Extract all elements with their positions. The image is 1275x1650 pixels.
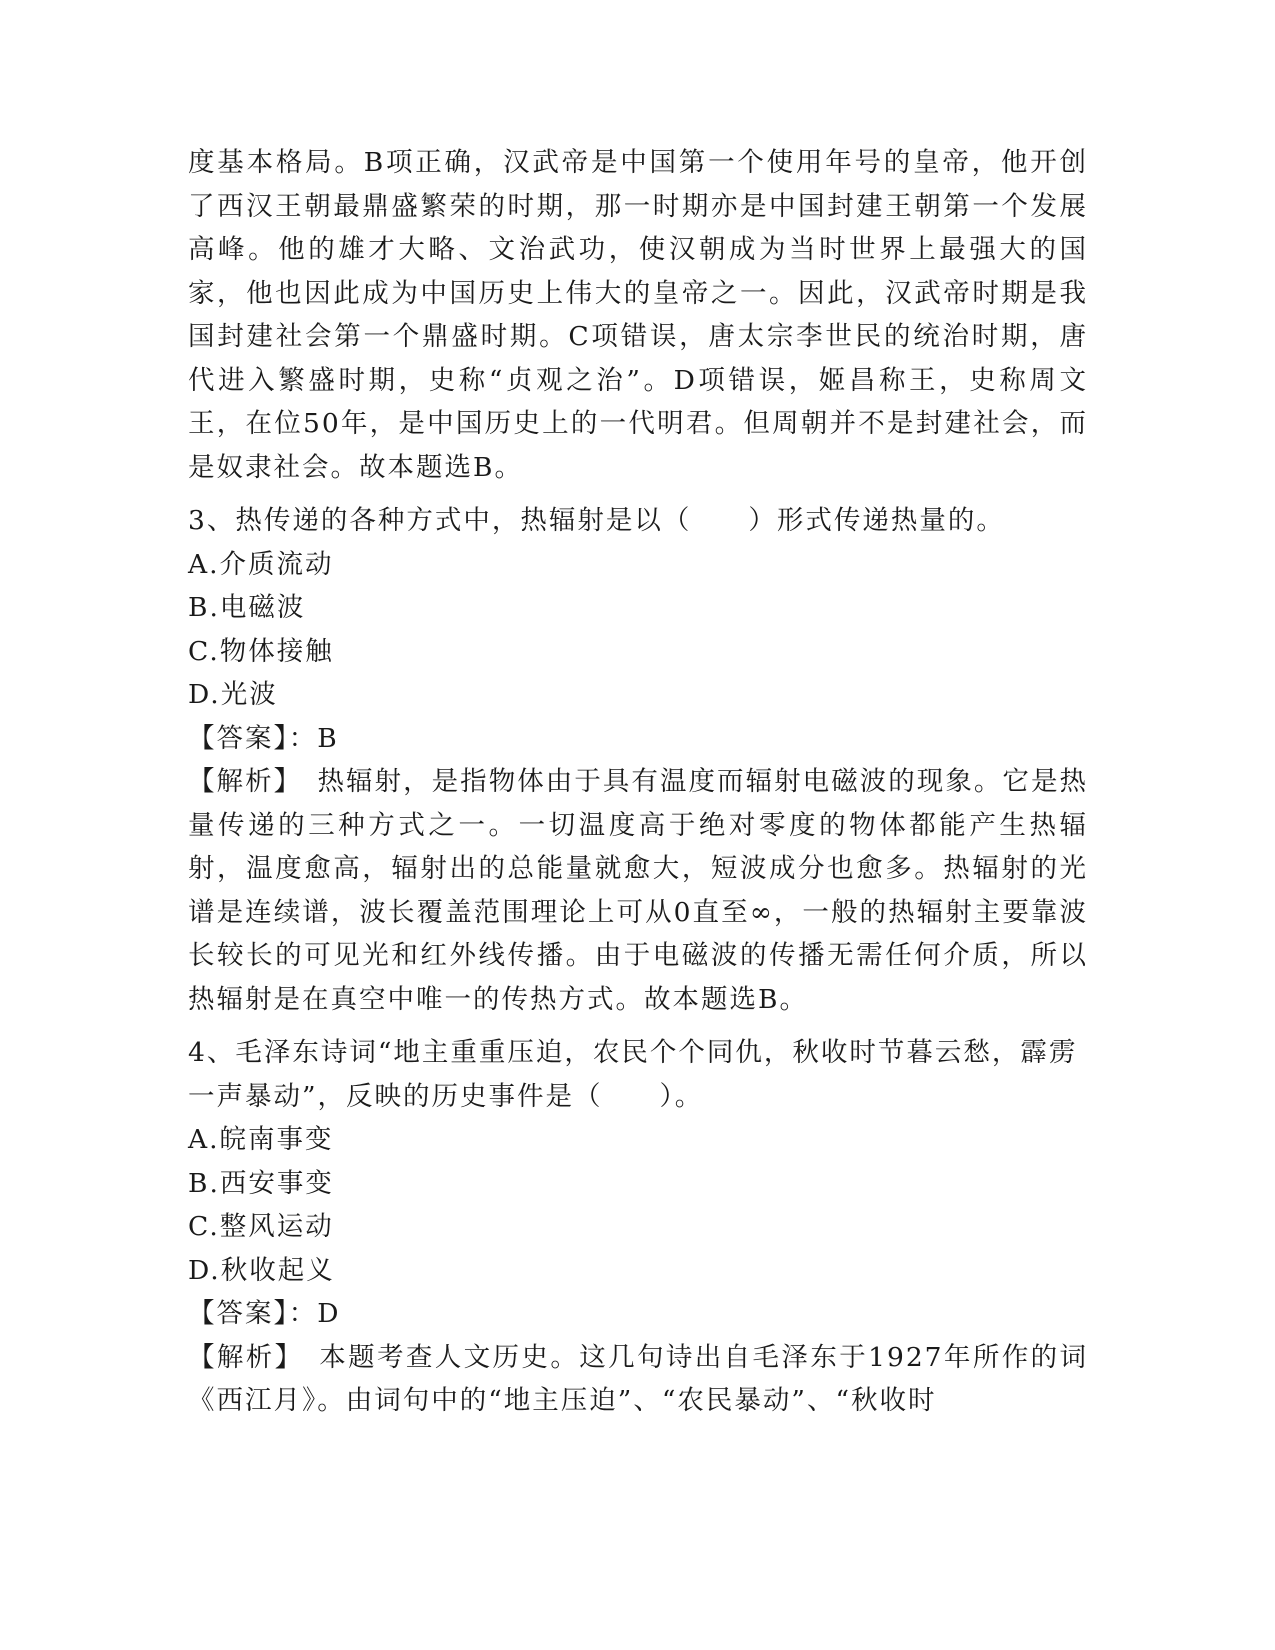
option-a: A.介质流动 xyxy=(188,548,334,580)
option-b: B.西安事变 xyxy=(188,1167,334,1199)
analysis-label: 【解析】 xyxy=(188,766,289,797)
analysis-label: 【解析】 xyxy=(188,1341,291,1373)
analysis-paragraph xyxy=(188,760,1088,1021)
option-a: A.皖南事变 xyxy=(188,1124,334,1155)
option-d: D.光波 xyxy=(188,679,278,710)
analysis-paragraph xyxy=(188,1336,1088,1423)
answer-line: 【答案】：D xyxy=(188,1298,341,1329)
question-stem: 4、毛泽东诗词“地主重重压迫，农民个个同仇，秋收时节暮云愁，霹雳一声暴动”，反映的历史事件是（ ）。 xyxy=(188,1037,1078,1112)
option-c: C.整风运动 xyxy=(188,1211,334,1242)
question-4 xyxy=(188,1031,1088,1423)
page-content xyxy=(188,141,1088,1423)
analysis-text: 本题考查人文历史。这几句诗出自毛泽东于1927年所作的词《西江月》。由词句中的“地主压迫”、“农民暴动”、“秋收时 xyxy=(188,1341,1088,1416)
analysis-text: 热辐射，是指物体由于具有温度而辐射电磁波的现象。它是热量传递的三种方式之一。一切温度高于绝对零度的物体都能产生热辐射，温度愈高，辐射出的总能量就愈大，短波成分也愈多。热辐射的光谱是连续谱，波长覆盖范围理论上可从0直至∞，一般的热辐射主要靠波长较长的可见光和红外线传播。由于电磁波的传播无需任何介质，所以热辐射是在真空中唯一的传热方式。故本题选B。 xyxy=(188,766,1089,1015)
option-c: C.物体接触 xyxy=(188,635,334,667)
question-stem: 3、热传递的各种方式中，热辐射是以（ ）形式传递热量的。 xyxy=(188,505,1005,536)
option-d: D.秋收起义 xyxy=(188,1254,335,1286)
previous-analysis-continuation: 度基本格局。B项正确，汉武帝是中国第一个使用年号的皇帝，他开创了西汉王朝最鼎盛繁荣的时期，那一时期亦是中国封建王朝第一个发展高峰。他的雄才大略、文治武功，使汉朝成为当时世界上最强大的国家，他也因此成为中国历史上伟大的皇帝之一。因此，汉武帝时期是我国封建社会第一个鼎盛时期。C项错误，唐太宗李世民的统治时期，唐代进入繁盛时期，史称“贞观之治”。D项错误，姬昌称王，史称周文王，在位50年，是中国历史上的一代明君。但周朝并不是封建社会，而是奴隶社会。故本题选B。 xyxy=(188,147,1088,483)
answer-line: 【答案】：B xyxy=(188,722,339,754)
question-3 xyxy=(188,499,1088,1021)
option-b: B.电磁波 xyxy=(188,592,306,623)
